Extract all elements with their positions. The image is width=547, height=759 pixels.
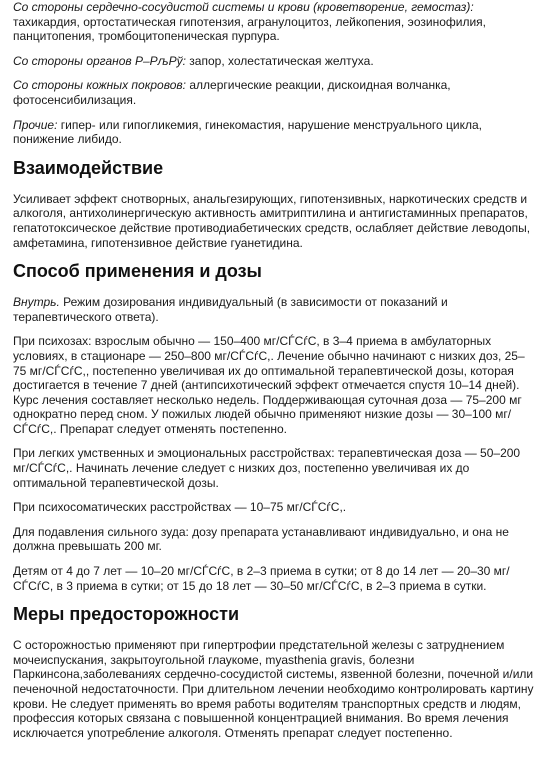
dosage-paragraph: При психозах: взрослым обычно — 150–400 мг/СЃСѓС, в 3–4 приема в амбулаторных условиях, в стационаре — 250–800 мг/СЃСѓС,. Лечение обычно начинают с низких доз, 25–75 мг/СЃСѓС,, постепенно увеличивая их до оптимальной терапевтической дозы, которая достигается в течение 7 дней (антипсихотический эффект отмечается спустя 10–14 дней). Курс лечения составляет несколько недель. Поддерживающая суточная доза — 75–200 мг однократно перед сном. У пожилых людей обычно применяют низкие дозы — 30–100 мг/СЃСѓС,. Препарат следует отменять постепенно. [13,334,525,436]
side-effect-paragraph [13,118,537,147]
dosage-intro [13,295,537,324]
dosage-intro-lead: Внутрь. [13,295,60,310]
side-effect-paragraph [13,0,537,44]
precautions-text: С осторожностью применяют при гипертрофии предстательной железы с затруднением мочеиспускания, закрытоугольной глаукоме, myasthenia gravis, болезни Паркинсона,заболеваниях сердечно-сосудистой системы, язвенной болезни, почечной и/или печеночной недостаточности. При длительном лечении необходимо контролировать картину крови. Не следует применять во время работы водителям транспортных средств и людям, профессия которых связана с повышенной концентрацией внимания. Во время лечения исключается употребление алкоголя. Отменять препарат следует постепенно. [13,638,534,740]
side-effect-lead: Со стороны кожных покровов: [13,78,186,93]
side-effect-text: аллергические реакции, дискоидная волчанка, фотосенсибилизация. [13,78,451,107]
side-effect-text: гипер- или гипогликемия, гинекомастия, нарушение менструального цикла, понижение либидо. [13,117,482,147]
side-effect-paragraph [13,78,537,107]
interaction-text: Усиливает эффект снотворных, анальгезирующих, гипотензивных, наркотических средств и алкоголя, антихолинергическую активность амитриптилина и антигистаминных препаратов, гепатотоксическое действие противодиабетических средств, ослабляет действие леводопы, амфетамина, гипотензивное действие гуанетидина. [13,191,531,250]
side-effect-text: тахикардия, ортостатическая гипотензия, агранулоцитоз, лейкопения, эозинофилия, панцитопения, тромбоцитопеническая пурпура. [13,14,486,44]
dosage-paragraph: При психосоматических расстройствах — 10–75 мг/СЃСѓС,. [13,500,347,515]
section-heading-interaction: Взаимодействие [13,157,164,178]
section-heading-dosage: Способ применения и дозы [13,261,262,282]
dosage-paragraph: Детям от 4 до 7 лет — 10–20 мг/СЃСѓС, в 2–3 приема в сутки; от 8 до 14 лет — 20–30 мг/СЃСѓС, в 3 приема в сутки; от 15 до 18 лет — 30–50 мг/СЃСѓС, в 2–3 приема в сутки. [13,564,510,593]
dosage-paragraph: При легких умственных и эмоциональных расстройствах: терапевтическая доза — 50–200 мг/СЃСѓС,. Начинать лечение следует с низких доз, постепенно увеличивая их до оптимальной терапевтической дозы. [13,446,521,490]
dosage-paragraph: Для подавления сильного зуда: дозу препарата устанавливают индивидуально, и она не должна превышать 200 мг. [13,524,509,554]
dosage-intro-text: Режим дозирования индивидуальный (в зависимости от показаний и терапевтического ответа). [13,295,448,324]
side-effect-text: запор, холестатическая желтуха. [189,53,374,68]
side-effect-lead: Со стороны органов Р–РљРў: [13,53,186,68]
side-effect-lead: Прочие: [13,117,58,132]
side-effect-lead: Со стороны сердечно-сосудистой системы и крови (кроветворение, гемостаз): [13,0,474,14]
section-heading-precautions: Меры предосторожности [13,604,240,625]
side-effect-paragraph [13,54,537,69]
